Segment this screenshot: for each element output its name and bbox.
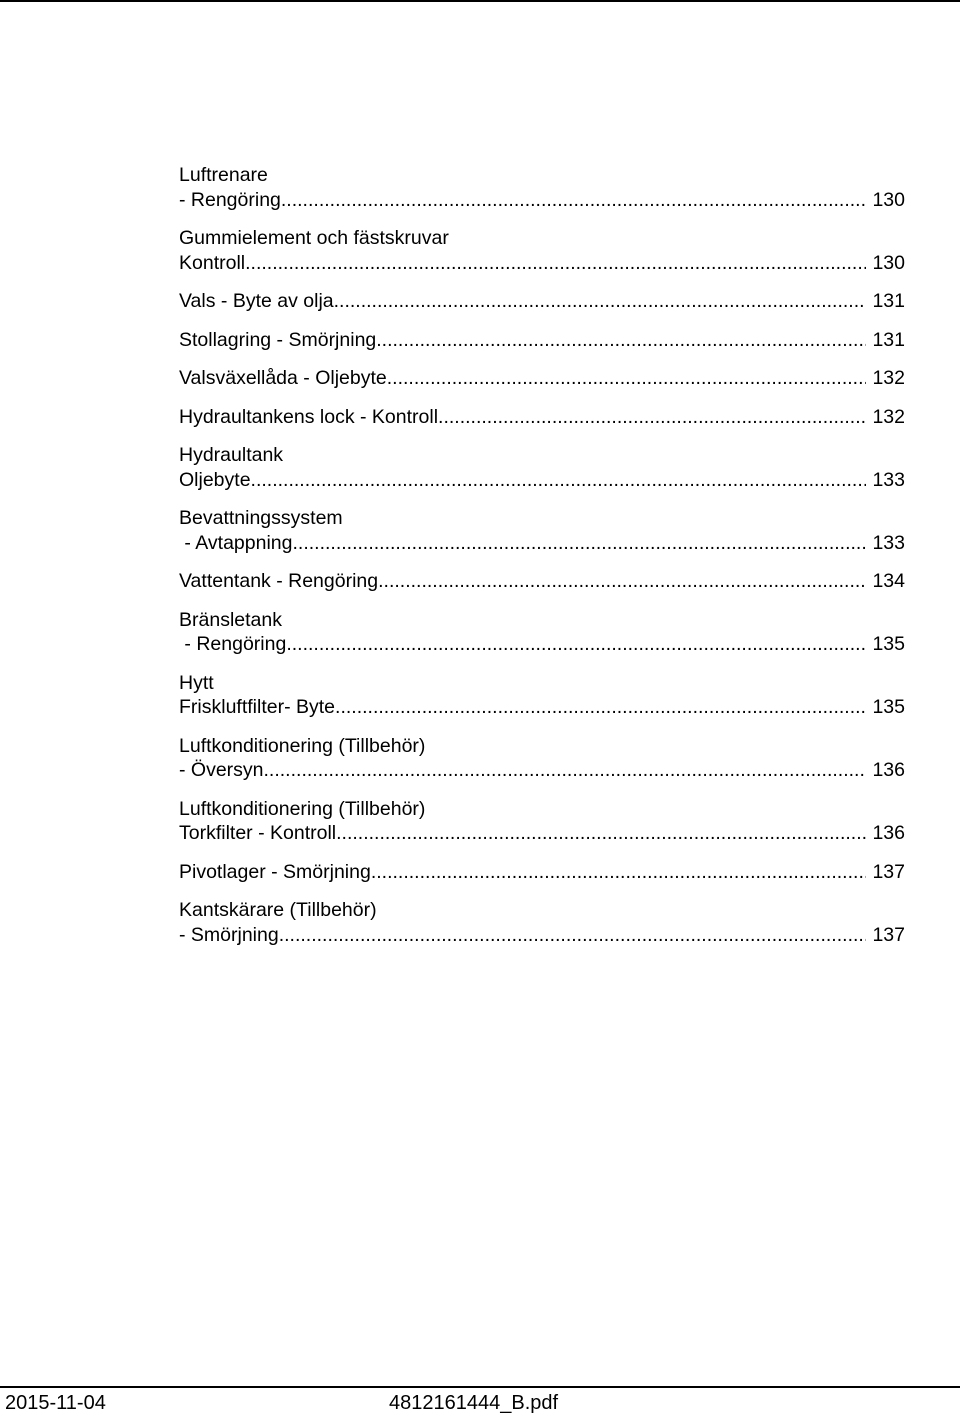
dot-leader [438,405,866,430]
dot-leader [281,188,867,213]
toc-row[interactable] [179,923,905,948]
toc-row[interactable] [179,531,905,556]
toc-heading: Luftkonditionering (Tillbehör) [179,797,426,820]
toc-heading: Kantskärare (Tillbehör) [179,899,377,921]
toc-entry-bevattningssystem [179,506,905,555]
toc-heading: Bränsletank [179,608,282,631]
toc-label: Valsväxellåda - Oljebyte [179,367,387,389]
dot-leader [245,251,866,276]
toc-row[interactable] [179,632,905,657]
dot-leader [371,860,867,885]
dot-leader [376,328,866,353]
toc-entry-bransletank [179,608,905,657]
toc-page-number: 132 [872,367,905,389]
dot-leader [334,289,867,314]
toc-label: Kontroll [179,251,246,274]
toc-label: - Avtappning [179,531,293,554]
toc-entry-gummielement [179,226,905,275]
toc-page-number: 133 [872,468,905,491]
toc-entry-luftrenare [179,163,905,212]
dot-leader [279,923,867,948]
footer-date: 2015-11-04 [5,1392,106,1414]
toc-row[interactable] [179,821,905,846]
toc-entry-luftkonditionering-oversyn [179,734,905,783]
toc-row[interactable] [179,695,905,720]
dot-leader [292,531,866,556]
toc-heading: Hydraultank [179,444,284,466]
footer-filename: 4812161444_B.pdf [389,1392,559,1414]
toc-row[interactable] [179,289,905,314]
toc-label: Stollagring - Smörjning [179,328,377,351]
toc-heading: Gummielement och fästskruvar [179,227,449,249]
toc-row[interactable] [179,758,905,783]
toc-page-number: 137 [872,923,905,946]
dot-leader [378,569,866,594]
toc-row[interactable] [179,468,905,493]
toc-page-number: 130 [872,251,905,274]
toc-heading: Luftrenare [179,164,268,186]
toc-page-number: 137 [872,860,905,883]
toc-label: - Smörjning [179,923,279,946]
toc-entry-kantskarare [179,898,905,947]
toc-label: - Översyn [179,759,264,781]
toc-page-number: 135 [872,633,905,655]
dot-leader [336,821,866,846]
toc-row[interactable] [179,860,905,885]
toc-page-number: 130 [872,188,905,211]
dot-leader [286,632,866,657]
dot-leader [387,366,867,391]
toc-label: Vals - Byte av olja [179,290,334,312]
toc-page-number: 132 [872,405,905,428]
toc-entry-valsvaxellada [179,366,905,391]
toc-label: - Rengöring [179,188,281,211]
toc-heading: Hytt [179,671,214,694]
dot-leader [264,758,867,783]
toc-entry-hydraultankens-lock [179,405,905,430]
toc-entry-luftkonditionering-torkfilter [179,797,905,846]
dot-leader [335,695,866,720]
toc-entry-stollagring [179,328,905,353]
toc-heading: Luftkonditionering (Tillbehör) [179,734,426,757]
toc-entry-pivotlager [179,860,905,885]
toc-entry-vattentank [179,569,905,594]
toc-row[interactable] [179,328,905,353]
dot-leader [251,468,867,493]
toc-page-number: 136 [872,822,905,844]
toc-heading: Bevattningssystem [179,507,343,529]
toc-page-number: 133 [872,531,905,554]
toc-page-number: 135 [872,696,905,718]
table-of-contents [179,163,905,961]
toc-entry-hytt [179,671,905,720]
toc-page-number: 131 [872,328,905,351]
toc-label: Pivotlager - Smörjning [179,860,371,883]
toc-entry-vals-byte-av-olja [179,289,905,314]
top-rule [0,0,960,2]
toc-label: Torkfilter - Kontroll [179,822,337,844]
toc-label: Oljebyte [179,468,251,491]
toc-label: Friskluftfilter- Byte [179,696,336,718]
toc-label: - Rengöring [179,633,287,655]
toc-page-number: 134 [872,570,905,592]
toc-page-number: 136 [872,759,905,781]
toc-row[interactable] [179,188,905,213]
toc-label: Hydraultankens lock - Kontroll [179,405,439,428]
toc-page-number: 131 [872,290,905,312]
page-footer [0,1386,960,1417]
footer-rule [0,1386,960,1388]
toc-row[interactable] [179,405,905,430]
toc-row[interactable] [179,251,905,276]
toc-row[interactable] [179,569,905,594]
toc-label: Vattentank - Rengöring [179,570,379,592]
toc-entry-hydraultank [179,443,905,492]
toc-row[interactable] [179,366,905,391]
